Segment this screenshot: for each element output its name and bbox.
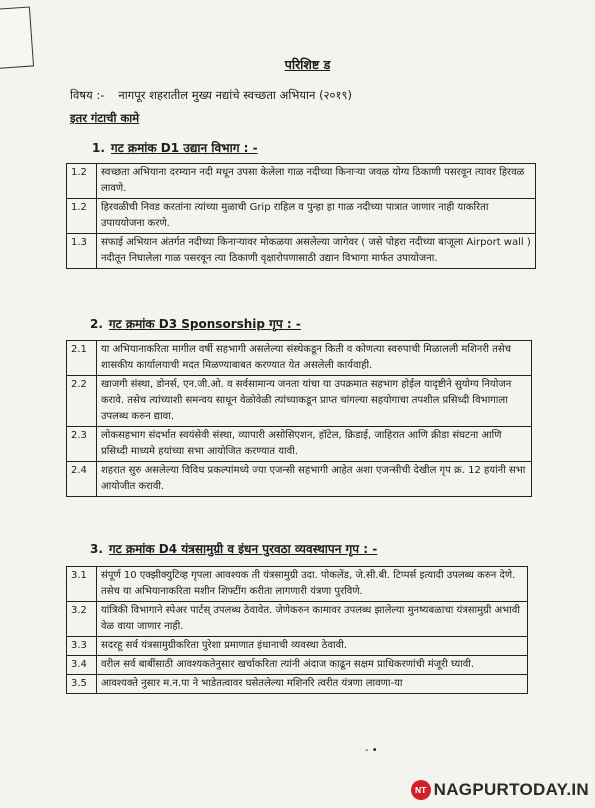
row-text: शहरात सुरु असलेल्या विविध प्रकल्पांमध्ये ज्या एजन्सी सहभागी आहेत अशा एजन्सीची देखील गृप क्र. 12 हयांनी सभा आयोजीत करावी.: [97, 462, 532, 497]
row-number: 2.1: [67, 341, 97, 376]
table-row: [67, 675, 528, 694]
section-title: गट क्रमांक D3 Sponsorship गृप : -: [108, 317, 301, 331]
table-row: [67, 656, 528, 675]
nagpurtoday-watermark: [411, 780, 589, 800]
row-text: हिरवळीची निवड करतांना त्यांच्या मुळाची Grip राहिल व पुन्हा हा गाळ नदीच्या पात्रात जाणार नाही याकरिता उपाययोजना करणे.: [97, 199, 536, 234]
table-row: [67, 602, 528, 637]
row-number: 3.2: [67, 602, 97, 637]
table-row: [67, 462, 532, 497]
section-number: 2.: [90, 317, 103, 331]
row-text: यांत्रिकी विभागाने स्पेअर पार्टस् उपलब्ध ठेवावेत. जेणेकरुन कामावर उपलब्ध झालेल्या मुनष्यबळाचा यंत्रसामुग्री अभावी वेळ वाया जाणार नाही.: [97, 602, 528, 637]
row-number: 2.4: [67, 462, 97, 497]
subject-line: [70, 88, 352, 103]
table-row: [67, 567, 528, 602]
page-marks: - •: [365, 745, 378, 756]
subject-label: विषय :-: [70, 88, 105, 102]
section-number: 1.: [92, 141, 105, 155]
section-3-table: [66, 566, 528, 694]
row-number: 2.2: [67, 376, 97, 427]
table-row: [67, 234, 536, 269]
row-number: 1.2: [67, 199, 97, 234]
page-title: परिशिष्ट ड: [284, 57, 331, 72]
row-text: लोकसहभाग संदर्भात स्वयंसेवी संस्था, व्यापारी असोसिएशन, हॉटेल, क्रिडाई, जाहिरात आणि क्रीडा संघटना आणि प्रसिध्दी माध्यमे हयांच्या सभा आयोजित करण्यात यावी.: [97, 427, 532, 462]
other-groups-heading: इतर गंटाची कामे: [70, 111, 140, 125]
row-number: 2.3: [67, 427, 97, 462]
section-title: गट क्रमांक D4 यंत्रसामुग्री व इंधन पुरवठा व्यवस्थापन गृप : -: [108, 542, 378, 556]
row-text: स्वच्छता अभियाना दरम्यान नदी मधून उपसा केलेला गाळ नदीच्या किनाऱ्या जवळ योग्य ठिकाणी पसरवून त्यावर हिरवळ लावणे.: [97, 164, 536, 199]
section-1-table: [66, 163, 536, 269]
section-2-table: [66, 340, 532, 497]
table-row: [67, 637, 528, 656]
table-row: [67, 376, 532, 427]
section-2-heading: [90, 315, 301, 332]
row-text: वरील सर्व बाबींसाठी आवश्यकतेनुसार खर्चाकरिता त्यांनी अंदाज काढून सक्षम प्राधिकरणांची मंजूरी घ्यावी.: [97, 656, 528, 675]
row-number: 3.1: [67, 567, 97, 602]
row-text: आवश्यक्ते नुसार म.न.पा ने भाडेतत्वावर घसेतलेल्या मशिनरि त्वरीत यंत्रणा लावणा-या: [97, 675, 528, 694]
table-row: [67, 164, 536, 199]
row-text: या अभियानाकरिता मागील वर्षी सहभागी असलेल्या संस्थेकडून किती व कोणत्या स्वरुपाची मिळालली मशिनरी तसेच शासकीय कार्यालयाची मदत मिळण्याबाबत करण्यात येत असलेली कार्यवाही.: [97, 341, 532, 376]
row-text: खाजगी संस्था, डोनर्स, एन.जी.ओ. व सर्वसामान्य जनता यांचा या उपक्रमात सहभाग होईल यादृष्टीने सुयोग्य नियोजन करावे. तसेच त्यांच्याशी समन्वय साधून वेळोवेळी त्यांच्याकडून प्राप्त चांगल्या सहयोगाचा तपशील प्रसिध्दी विभागाला उपलब्ध करुन द्यावा.: [97, 376, 532, 427]
watermark-text: NAGPURTODAY.IN: [433, 780, 589, 799]
table-row: [67, 427, 532, 462]
nt-logo-icon: NT: [411, 780, 431, 800]
row-number: 1.2: [67, 164, 97, 199]
row-number: 3.5: [67, 675, 97, 694]
row-number: 1.3: [67, 234, 97, 269]
section-number: 3.: [90, 542, 103, 556]
table-row: [67, 199, 536, 234]
row-text: संपूर्ण 10 एक्झीक्युटिव्ह गृपला आवश्यक ती यंत्रसामुग्री उदा. पोकलेंड, जे.सी.बी. टिप्पर्स इत्यादी उपलब्ध करुन देणे. तसेच या अभियानाकरिता मशीन शिफ्टींग करीता लागणारी यंत्रणा पुरविणे.: [97, 567, 528, 602]
subject-text: नागपूर शहरातील मुख्य नद्यांचे स्वच्छता अभियान (२०१९): [118, 88, 352, 102]
row-text: सफाई अभियान अंतर्गत नदीच्या किनाऱ्यावर मोकळया असलेल्या जागेवर ( जसे पोहरा नदीच्या बाजूला Airport wall ) नदीतून निघालेला गाळ पसरवून त्या ठिकाणी वृक्षारोपणासाठी उद्यान विभागा मार्फत उपायोजना.: [97, 234, 536, 269]
section-1-heading: [92, 139, 258, 156]
section-title: गट क्रमांक D1 उद्यान विभाग : -: [110, 141, 258, 155]
section-3-heading: [90, 540, 377, 557]
row-number: 3.3: [67, 637, 97, 656]
row-number: 3.4: [67, 656, 97, 675]
table-row: [67, 341, 532, 376]
row-text: सदरहू सर्व यंत्रसामुग्रीकरिता पुरेशा प्रमाणात इंधानाची व्यवस्था ठेवावी.: [97, 637, 528, 656]
